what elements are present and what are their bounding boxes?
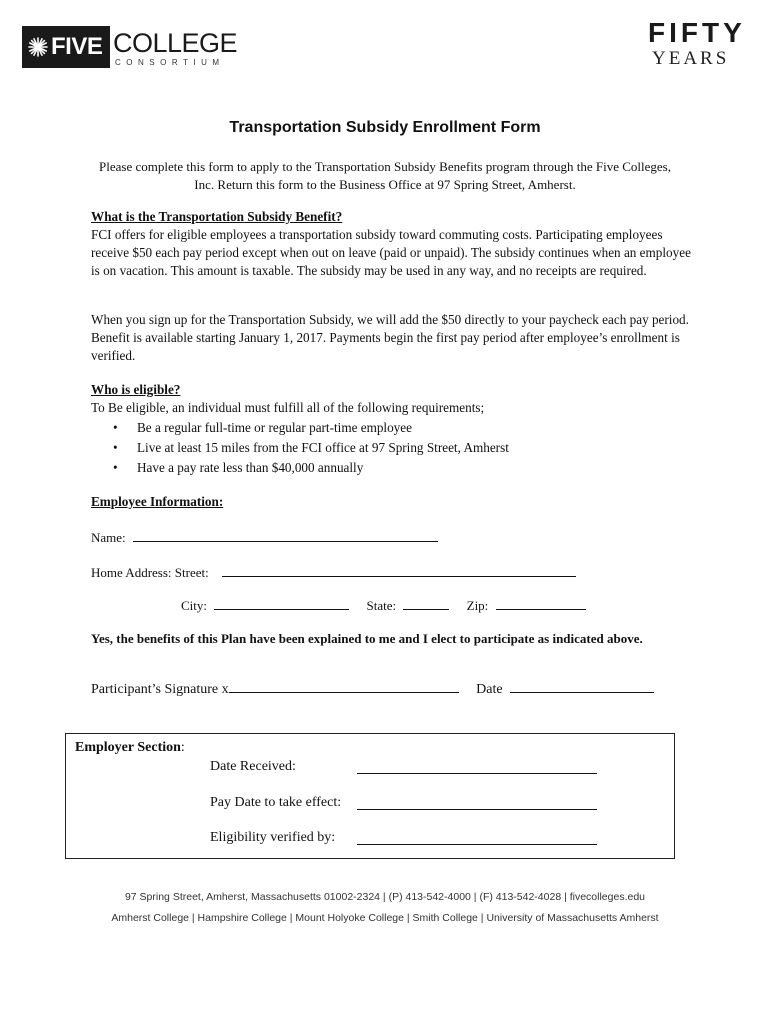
name-field[interactable] <box>133 529 438 542</box>
signature-field[interactable] <box>229 680 459 693</box>
five-college-logo <box>22 26 110 68</box>
eligibility-list <box>91 419 691 477</box>
fifty-years-logo-top: FIFTY <box>648 17 746 48</box>
state-field[interactable] <box>403 597 449 610</box>
employee-heading: Employee Information: <box>91 494 224 509</box>
name-label: Name: <box>91 530 126 545</box>
benefit-heading: What is the Transportation Subsidy Benefit? <box>91 209 343 224</box>
date-label: Date <box>476 682 503 697</box>
benefit-paragraph-1: FCI offers for eligible employees a transportation subsidy toward commuting costs. Participating employees receive $50 each pay period except when out on leave (paid or unpaid). The subsidy continues when an employee is on vacation. This amount is taxable. The subsidy may be used in any way, and no receipts are required. <box>91 227 691 278</box>
name-row <box>91 529 438 546</box>
street-field[interactable] <box>222 564 576 577</box>
intro-paragraph: Please complete this form to apply to the Transportation Subsidy Benefits program through the Five Colleges, Inc. Return this form to the Business Office at 97 Spring Street, Amherst. <box>99 159 671 192</box>
zip-field[interactable] <box>496 597 586 610</box>
footer-address: 97 Spring Street, Amherst, Massachusetts 01002-2324 | (P) 413-542-4000 | (F) 413-542-4028 | fivecolleges.edu <box>124 891 646 903</box>
eligibility-heading: Who is eligible? <box>91 382 181 397</box>
election-statement: Yes, the benefits of this Plan have been explained to me and I elect to participate as indicated above. <box>91 631 643 646</box>
employer-heading-colon: : <box>180 740 185 755</box>
footer-colleges: Amherst College | Hampshire College | Mount Holyoke College | Smith College | University of Massachusetts Amherst <box>111 912 659 924</box>
street-label: Home Address: Street: <box>91 565 209 580</box>
eligibility-verified-label: Eligibility verified by: <box>210 830 336 845</box>
eligibility-section <box>91 381 691 477</box>
employer-heading-text: Employer Section <box>75 740 181 755</box>
city-label: City: <box>181 598 208 613</box>
list-item: • Be a regular full-time or regular part-time employee <box>91 419 691 437</box>
logo-college-text: COLLEGE <box>113 28 238 58</box>
state-label: State: <box>366 598 397 613</box>
starburst-icon <box>28 37 48 57</box>
zip-label: Zip: <box>466 598 489 613</box>
pay-date-field[interactable] <box>357 797 597 810</box>
page-title: Transportation Subsidy Enrollment Form <box>229 119 541 136</box>
list-item: • Live at least 15 miles from the FCI office at 97 Spring Street, Amherst <box>91 439 691 457</box>
eligibility-verified-field[interactable] <box>357 832 597 845</box>
street-row <box>91 564 576 581</box>
logo-consortium-text: CONSORTIUM <box>115 58 225 67</box>
city-field[interactable] <box>214 597 349 610</box>
employer-heading <box>75 740 185 756</box>
benefit-paragraph-2: When you sign up for the Transportation Subsidy, we will add the $50 directly to your paycheck each pay period. Benefit is available starting January 1, 2017. Payments begin the first pay period after employee’s enrollment is verified. <box>91 312 689 363</box>
logo-five-text: FIVE <box>51 33 103 60</box>
signature-row <box>91 680 654 698</box>
eligibility-intro: To Be eligible, an individual must fulfill all of the following requirements; <box>91 400 485 415</box>
pay-date-label: Pay Date to take effect: <box>210 795 342 810</box>
benefit-section <box>91 208 691 280</box>
date-field[interactable] <box>510 680 654 693</box>
date-received-field[interactable] <box>357 761 597 774</box>
signature-label: Participant’s Signature x <box>91 682 229 697</box>
date-received-label: Date Received: <box>210 759 296 774</box>
fifty-years-logo-bottom: YEARS <box>652 48 730 69</box>
city-state-zip-row <box>181 597 586 614</box>
list-item: • Have a pay rate less than $40,000 annually <box>91 459 691 477</box>
